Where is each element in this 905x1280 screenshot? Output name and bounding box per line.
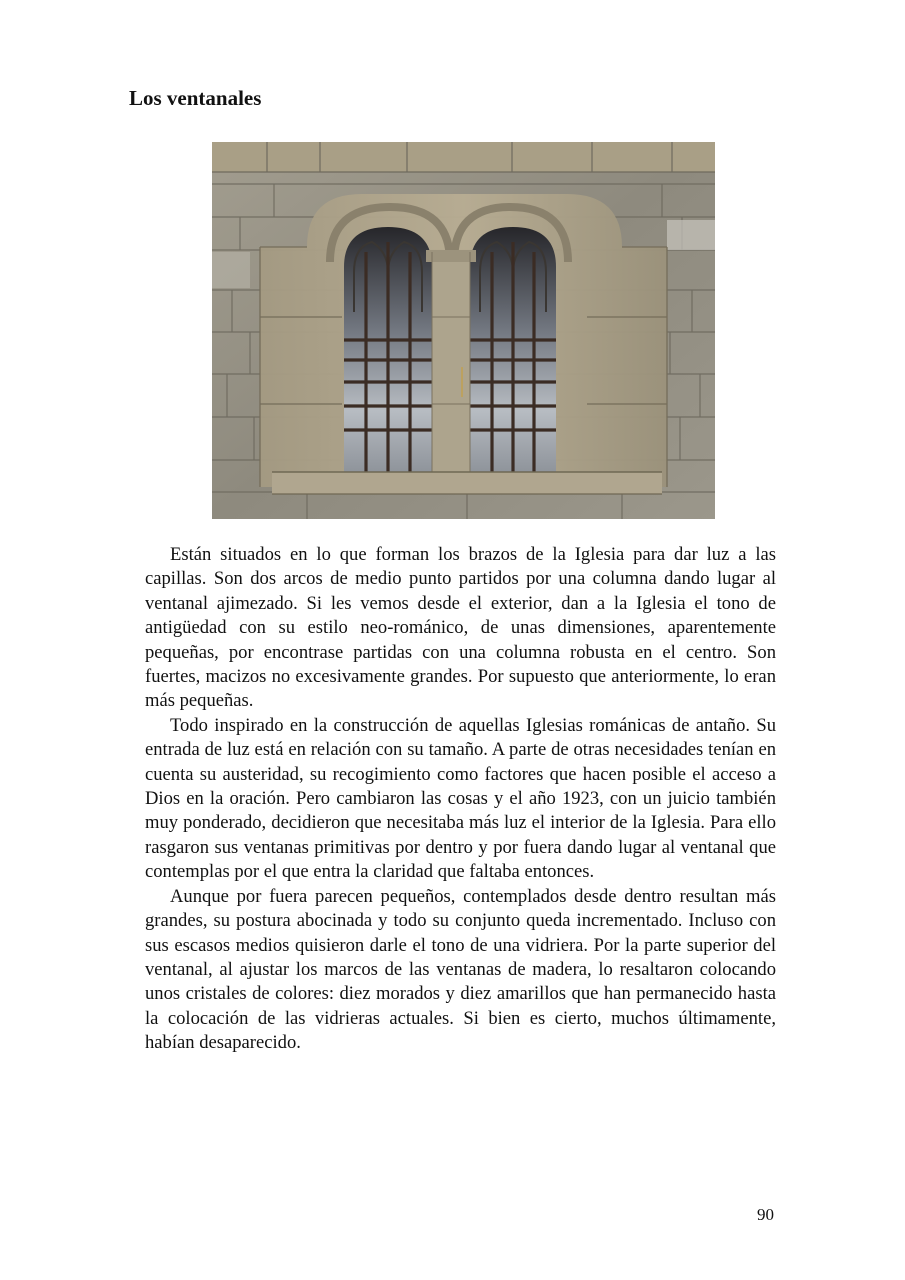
paragraph-1: Están situados en lo que forman los brazos de la Iglesia para dar luz a las capillas. Son dos arcos de medio punto partidos por una columna dando lugar al ventanal ajimezado. Si les vemos desde el exterior, dan a la Iglesia el tono de antigüedad con su estilo neo-románico, de unas dimensiones, aparentemente pequeñas, por encontrase partidas con una columna robusta en el centro. Son fuertes, macizos no excesivamente grandes. Por supuesto que anteriormente, lo eran más pequeñas.: [145, 544, 776, 712]
paragraph-2: Todo inspirado en la construcción de aquellas Iglesias románicas de antaño. Su entrada de luz está en relación con su tamaño. A parte de otras necesidades tenían en cuenta su austeridad, su recogimiento como factores que hacen posible el acceso a Dios en la oración. Pero cambiaron las cosas y el año 1923, con un juicio también muy ponderado, decidieron que necesitaba más luz el interior de la Iglesia. Para ello rasgaron sus ventanas primitivas por dentro y por fuera dando lugar al ventanal que contemplas por el que entra la claridad que faltaba entonces.: [145, 714, 776, 883]
body-text: [145, 543, 776, 1056]
photo-twin-arched-window: [212, 142, 715, 519]
section-heading: Los ventanales: [129, 86, 262, 110]
paragraph-3: Aunque por fuera parecen pequeños, contemplados desde dentro resultan más grandes, su postura abocinada y todo su conjunto queda incrementado. Incluso con sus escasos medios quisieron darle el tono de una vidriera. Por la parte superior del ventanal, al ajustar los marcos de las ventanas de madera, lo resaltaron colocando unos cristales de colores: diez morados y diez amarillos que han permanecido hasta la colocación de las vidrieras actuales. Si bien es cierto, muchos últimamente, habían desaparecido.: [145, 885, 776, 1054]
page-number: 90: [757, 1205, 774, 1224]
